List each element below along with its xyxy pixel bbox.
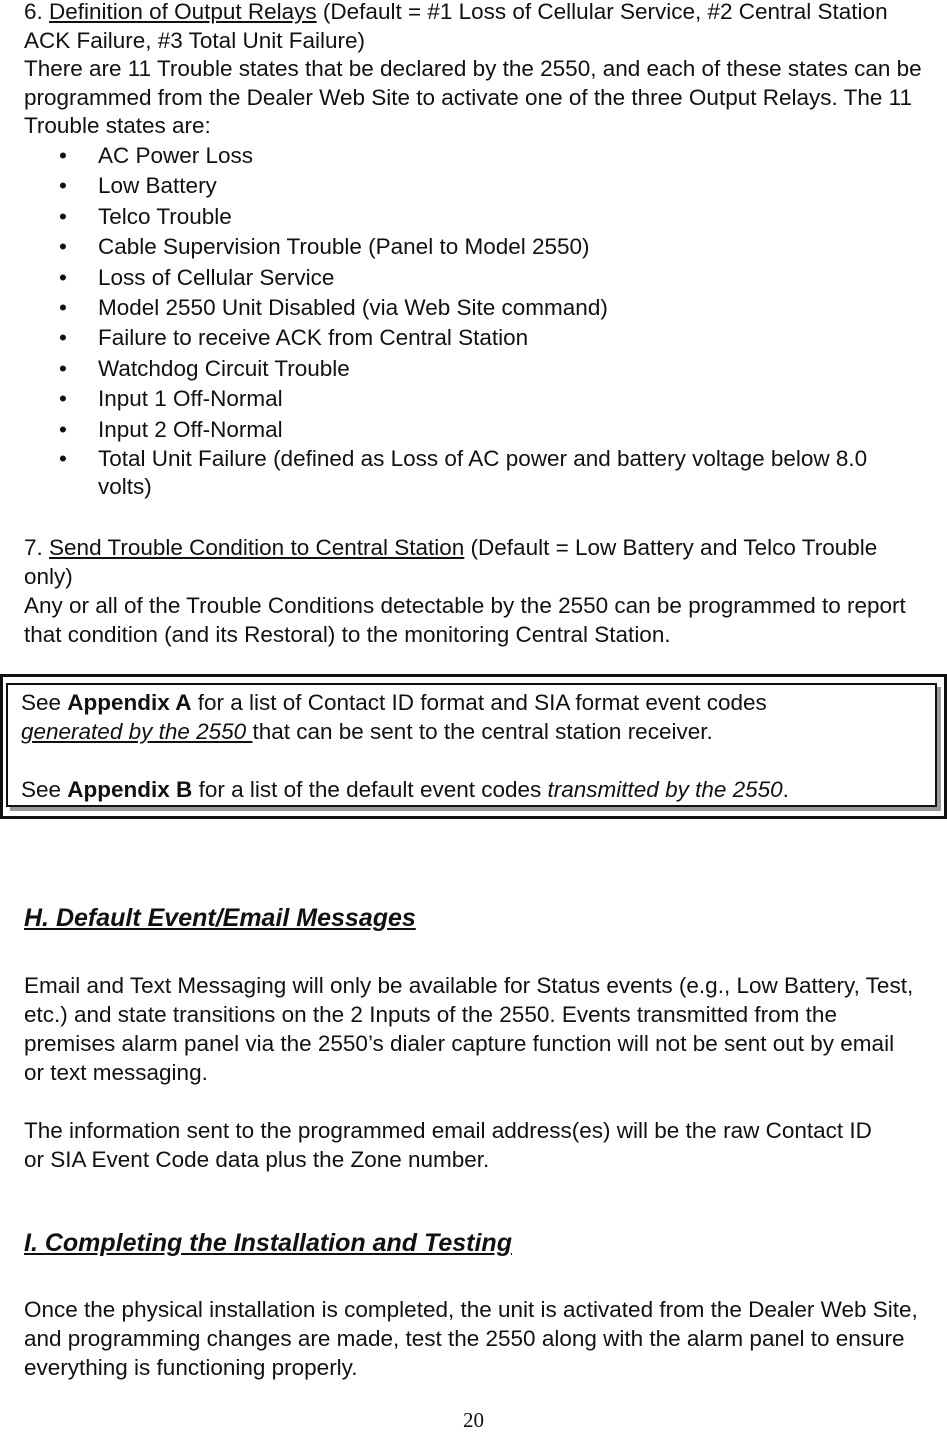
note-text: for a list of the default event codes <box>192 777 548 802</box>
list-item-text: Cable Supervision Trouble (Panel to Model 2550) <box>98 234 590 260</box>
list-item <box>24 415 919 445</box>
list-item-text: AC Power Loss <box>98 143 254 168</box>
section-7-title: Send Trouble Condition to Central Station <box>49 535 465 560</box>
list-item-text: Low Battery <box>98 173 217 199</box>
note-see: See <box>21 777 68 802</box>
section-h-para-2: The information sent to the programmed email address(es) will be the raw Contact ID or SIA Event Code data plus the Zone number. <box>24 1118 872 1172</box>
list-item <box>24 141 919 171</box>
appendix-a-label: Appendix A <box>67 690 192 715</box>
list-item-text: Watchdog Circuit Trouble <box>98 355 350 381</box>
section-6-intro <box>24 0 924 141</box>
note-see: See <box>21 690 68 715</box>
list-item-text: Failure to receive ACK from Central Station <box>98 325 529 351</box>
note-emphasis: generated by the 2550 <box>21 719 253 744</box>
bullet-icon: • <box>59 143 67 168</box>
section-7-body: Any or all of the Trouble Conditions detectable by the 2550 can be programmed to report that condition (and its Restoral) to the monitoring Central Station. <box>24 593 906 647</box>
note-text: that can be sent to the central station receiver. <box>252 719 713 744</box>
section-7-default: (Default = Low Battery and Telco Trouble only) <box>24 535 878 589</box>
list-item-text: Model 2550 Unit Disabled (via Web Site command) <box>98 295 608 321</box>
bullet-icon: • <box>59 446 67 472</box>
bullet-icon: • <box>59 416 67 442</box>
list-item <box>24 232 919 262</box>
list-item <box>24 171 919 201</box>
appendix-note-text <box>21 688 921 804</box>
bullet-icon: • <box>59 355 67 381</box>
bullet-icon: • <box>59 325 67 351</box>
list-item-text: Loss of Cellular Service <box>98 264 335 290</box>
appendix-b-label: Appendix B <box>67 777 193 802</box>
appendix-b-note <box>21 775 921 804</box>
list-item <box>24 263 919 293</box>
list-item-text: Telco Trouble <box>98 203 232 229</box>
list-item <box>24 293 919 323</box>
note-emphasis: transmitted by the 2550 <box>547 777 783 802</box>
page-number: 20 <box>463 1408 484 1432</box>
appendix-a-note <box>21 688 921 746</box>
section-6-number: 6. <box>24 0 50 24</box>
section-i-heading: I. Completing the Installation and Testing <box>24 1229 512 1257</box>
list-item <box>24 323 919 353</box>
bullet-icon: • <box>59 386 67 412</box>
bullet-icon: • <box>59 234 67 260</box>
section-7 <box>24 533 924 649</box>
section-6-default: (Default = #1 Loss of Cellular Service, #2 Central Station ACK Failure, #3 Total Unit Failure) <box>24 0 888 53</box>
list-item <box>24 354 919 384</box>
bullet-icon: • <box>59 295 67 321</box>
list-item <box>24 445 919 501</box>
section-6-body: There are 11 Trouble states that be declared by the 2550, and each of these states can be programmed from the Dealer Web Site to activate one of the three Output Relays. The 11 Trouble states are: <box>24 56 922 138</box>
section-h-heading: H. Default Event/Email Messages <box>24 904 416 932</box>
list-item-text: Input 1 Off-Normal <box>98 386 283 412</box>
section-i-para-1: Once the physical installation is completed, the unit is activated from the Dealer Web Site, and programming changes are made, test the 2550 along with the alarm panel to ensure everything is functioning properly. <box>24 1297 918 1380</box>
section-h-para-1: Email and Text Messaging will only be available for Status events (e.g., Low Battery, Test, etc.) and state transitions on the 2 Inputs of the 2550. Events transmitted from the premises alarm panel via the 2550’s dialer capture function will not be sent out by email or text messaging. <box>24 973 914 1085</box>
list-item <box>24 202 919 232</box>
list-item <box>24 384 919 414</box>
list-item-text: Total Unit Failure (defined as Loss of AC power and battery voltage below 8.0 volts) <box>98 446 868 500</box>
note-text: . <box>782 777 789 802</box>
note-text: for a list of Contact ID format and SIA format event codes <box>191 690 767 715</box>
bullet-icon: • <box>59 173 67 199</box>
section-7-number: 7. <box>24 535 50 560</box>
trouble-states-list <box>24 141 919 501</box>
bullet-icon: • <box>59 264 67 290</box>
section-6-title: Definition of Output Relays <box>49 0 317 24</box>
bullet-icon: • <box>59 203 67 229</box>
list-item-text: Input 2 Off-Normal <box>98 416 283 442</box>
